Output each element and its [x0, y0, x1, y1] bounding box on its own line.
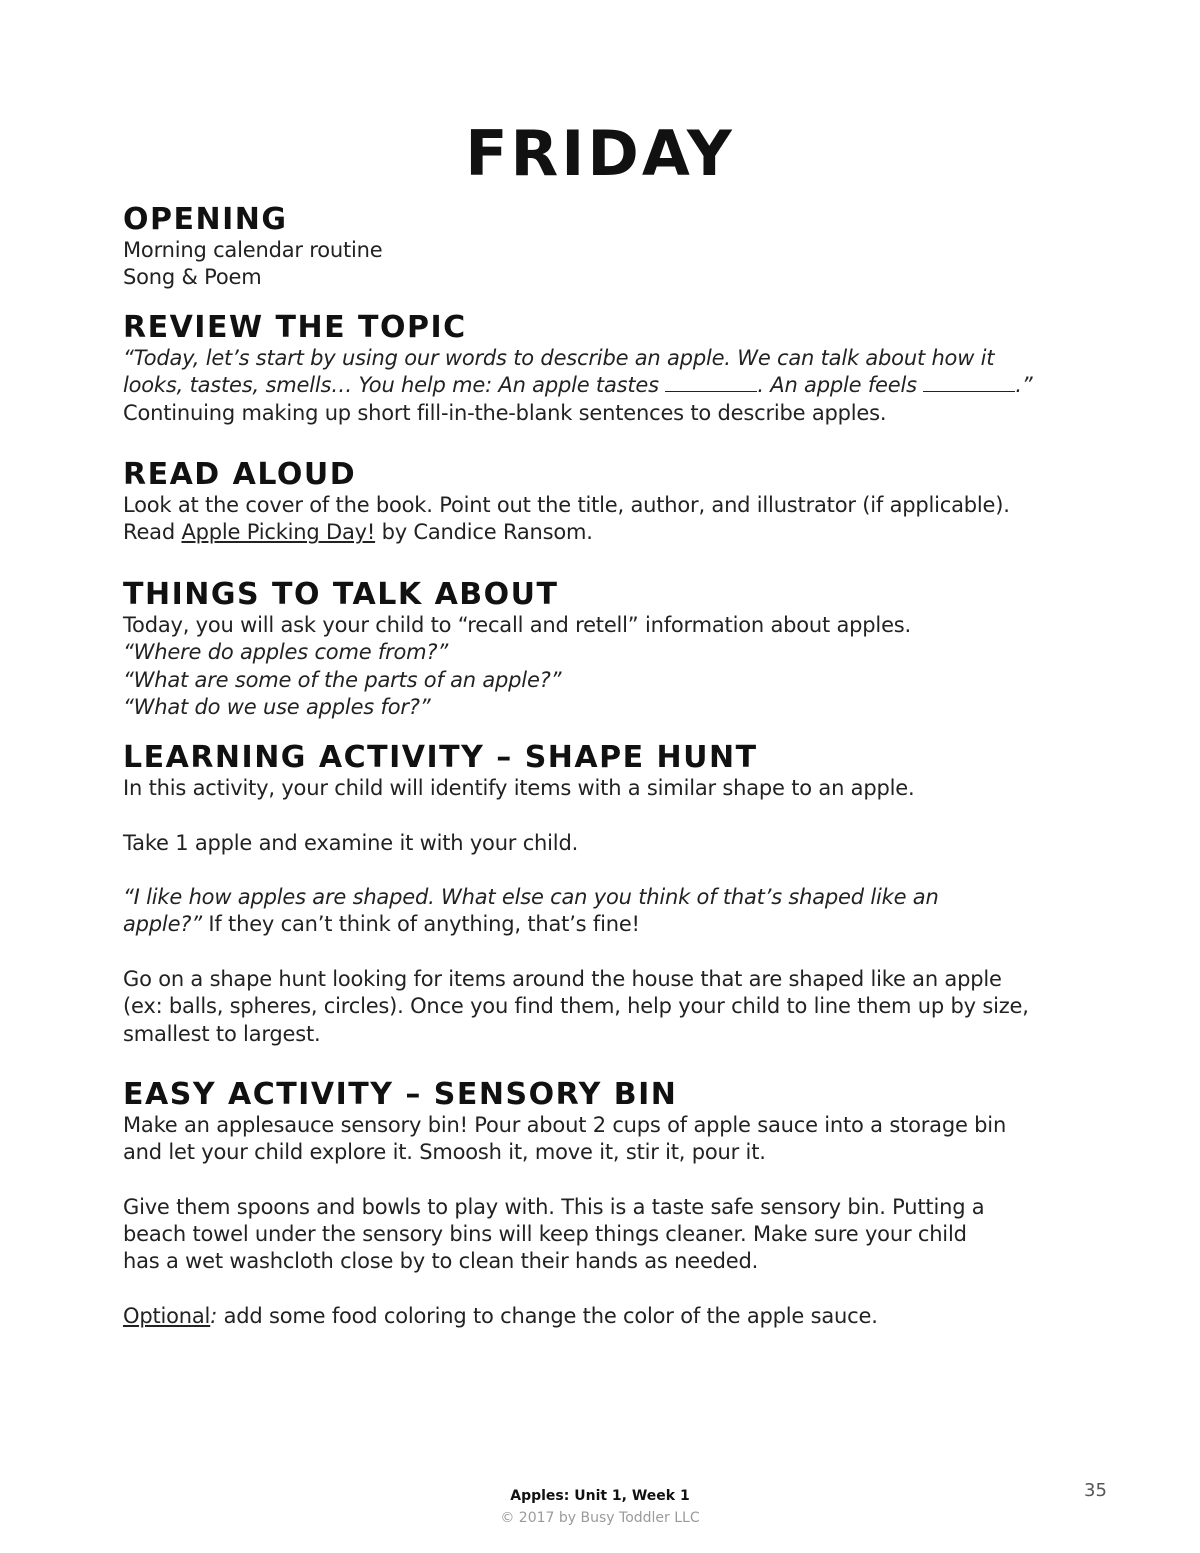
section-opening [123, 203, 1113, 292]
optional-note [123, 1303, 1113, 1330]
section-heading-read-aloud: READ ALOUD [123, 457, 357, 492]
section-heading-review: REVIEW THE TOPIC [123, 310, 467, 345]
learning-paragraph-line: Go on a shape hunt looking for items around the house that are shaped like an apple [123, 967, 1002, 992]
read-prefix: Read [123, 520, 182, 545]
read-aloud-line: Look at the cover of the book. Point out the title, author, and illustrator (if applicable). [123, 493, 1010, 517]
section-easy-activity [123, 1078, 1113, 1330]
page-title: FRIDAY [465, 117, 735, 190]
review-quote-text: looks, tastes, smells… You help me: An apple tastes [123, 373, 666, 398]
fill-in-blank [923, 373, 1015, 392]
section-heading-talk: THINGS TO TALK ABOUT [123, 577, 559, 612]
learning-paragraph-line: (ex: balls, spheres, circles). Once you find them, help your child to line them up by size, [123, 994, 1029, 1019]
talk-question: “What do we use apples for?” [123, 694, 431, 719]
easy-paragraph-line: has a wet washcloth close by to clean their hands as needed. [123, 1249, 759, 1274]
page-number: 35 [1084, 1480, 1107, 1501]
section-talk-about [123, 578, 1113, 721]
review-quote-line [123, 372, 1113, 399]
easy-paragraph-line: beach towel under the sensory bins will keep things cleaner. Make sure your child [123, 1222, 967, 1247]
fill-in-blank [665, 373, 757, 392]
optional-text: add some food coloring to change the color of the apple sauce. [217, 1304, 878, 1329]
section-heading-opening: OPENING [123, 202, 288, 237]
book-title: Apple Picking Day! [181, 520, 376, 545]
section-read-aloud [123, 458, 1113, 547]
optional-colon: : [210, 1304, 218, 1329]
footer-copyright: © 2017 by Busy Toddler LLC [500, 1510, 700, 1526]
section-heading-easy: EASY ACTIVITY – SENSORY BIN [123, 1077, 678, 1112]
read-suffix: by Candice Ransom. [375, 520, 593, 545]
read-aloud-line [123, 519, 1113, 546]
learning-paragraph: In this activity, your child will identify items with a similar shape to an apple. [123, 776, 915, 800]
learning-quote-line: “I like how apples are shaped. What else can you think of that’s shaped like an [123, 885, 939, 910]
talk-intro: Today, you will ask your child to “recall and retell” information about apples. [123, 613, 912, 637]
learning-paragraph: Take 1 apple and examine it with your child. [123, 830, 579, 855]
section-review-topic [123, 311, 1113, 427]
review-quote-line: “Today, let’s start by using our words to describe an apple. We can talk about how it [123, 346, 995, 370]
review-quote-text: .” [1015, 373, 1033, 398]
easy-paragraph-line: Make an applesauce sensory bin! Pour about 2 cups of apple sauce into a storage bin [123, 1113, 1007, 1137]
learning-quote-line [123, 911, 1113, 938]
learning-quote-end: apple?” [123, 912, 202, 937]
opening-line: Song & Poem [123, 265, 262, 290]
talk-question: “Where do apples come from?” [123, 640, 449, 665]
footer-unit: Apples: Unit 1, Week 1 [510, 1488, 690, 1504]
opening-line: Morning calendar routine [123, 238, 383, 262]
learning-paragraph-line: smallest to largest. [123, 1021, 321, 1046]
talk-question: “What are some of the parts of an apple?” [123, 667, 562, 692]
section-learning-activity [123, 741, 1113, 1048]
learning-quote-rest: If they can’t think of anything, that’s fine! [201, 912, 640, 937]
easy-paragraph-line: and let your child explore it. Smoosh it, move it, stir it, pour it. [123, 1140, 766, 1165]
review-quote-text: . An apple feels [757, 373, 924, 398]
easy-paragraph-line: Give them spoons and bowls to play with. This is a taste safe sensory bin. Putting a [123, 1194, 985, 1219]
section-heading-learning: LEARNING ACTIVITY – SHAPE HUNT [123, 740, 758, 775]
review-instruction: Continuing making up short fill-in-the-blank sentences to describe apples. [123, 400, 887, 425]
optional-label: Optional [123, 1304, 211, 1329]
